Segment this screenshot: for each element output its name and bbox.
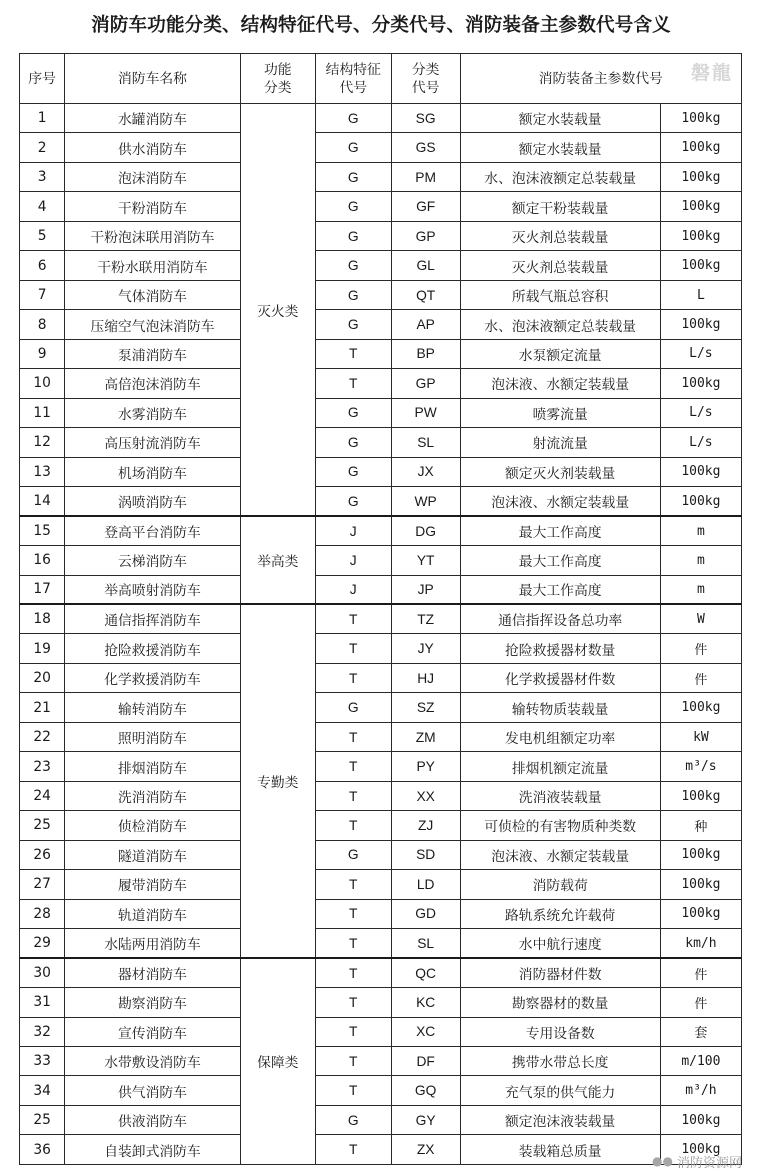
- row-index: 17: [20, 575, 65, 604]
- row-struct-code: G: [315, 398, 391, 427]
- row-param-name: 额定干粉装载量: [460, 192, 660, 221]
- row-struct-code: J: [315, 575, 391, 604]
- row-class-code: AP: [391, 310, 460, 339]
- row-vehicle-name: 照明消防车: [65, 722, 241, 751]
- row-param-unit: 100kg: [660, 457, 741, 486]
- row-vehicle-name: 通信指挥消防车: [65, 604, 241, 633]
- row-index: 14: [20, 487, 65, 516]
- row-param-unit: 件: [660, 958, 741, 987]
- row-param-unit: 100kg: [660, 781, 741, 810]
- row-function-category: 举高类: [240, 516, 315, 604]
- row-index: 3: [20, 162, 65, 191]
- row-struct-code: T: [315, 1017, 391, 1046]
- row-vehicle-name: 干粉消防车: [65, 192, 241, 221]
- row-struct-code: G: [315, 192, 391, 221]
- row-index: 32: [20, 1017, 65, 1046]
- row-param-unit: m: [660, 575, 741, 604]
- table-row: [20, 752, 742, 781]
- table-row: [20, 251, 742, 280]
- row-index: 9: [20, 339, 65, 368]
- header-name: 消防车名称: [65, 54, 241, 104]
- row-param-name: 额定灭火剂装载量: [460, 457, 660, 486]
- row-param-unit: 100kg: [660, 251, 741, 280]
- row-param-unit: W: [660, 604, 741, 633]
- row-index: 4: [20, 192, 65, 221]
- row-struct-code: G: [315, 162, 391, 191]
- row-struct-code: T: [315, 811, 391, 840]
- row-struct-code: G: [315, 280, 391, 309]
- row-struct-code: G: [315, 1105, 391, 1134]
- row-struct-code: T: [315, 929, 391, 958]
- row-param-unit: m³/h: [660, 1076, 741, 1105]
- row-param-name: 水、泡沫液额定总装载量: [460, 310, 660, 339]
- row-param-name: 勘察器材的数量: [460, 988, 660, 1017]
- row-struct-code: G: [315, 457, 391, 486]
- row-struct-code: T: [315, 988, 391, 1017]
- row-vehicle-name: 泵浦消防车: [65, 339, 241, 368]
- row-param-unit: 100kg: [660, 899, 741, 928]
- row-class-code: PW: [391, 398, 460, 427]
- row-param-name: 携带水带总长度: [460, 1047, 660, 1076]
- row-param-name: 最大工作高度: [460, 516, 660, 545]
- row-param-unit: 件: [660, 988, 741, 1017]
- table-row: [20, 1076, 742, 1105]
- row-struct-code: T: [315, 1076, 391, 1105]
- row-class-code: DG: [391, 516, 460, 545]
- row-index: 25: [20, 811, 65, 840]
- row-vehicle-name: 高倍泡沫消防车: [65, 369, 241, 398]
- row-vehicle-name: 宣传消防车: [65, 1017, 241, 1046]
- row-class-code: JY: [391, 634, 460, 663]
- row-vehicle-name: 供水消防车: [65, 133, 241, 162]
- row-vehicle-name: 水带敷设消防车: [65, 1047, 241, 1076]
- header-params: [460, 54, 741, 104]
- row-struct-code: G: [315, 693, 391, 722]
- row-param-unit: L/s: [660, 398, 741, 427]
- row-index: 16: [20, 546, 65, 575]
- row-function-category: 保障类: [240, 958, 315, 1164]
- row-vehicle-name: 自装卸式消防车: [65, 1135, 241, 1164]
- row-class-code: TZ: [391, 604, 460, 633]
- row-index: 36: [20, 1135, 65, 1164]
- row-param-unit: 件: [660, 663, 741, 692]
- row-index: 12: [20, 428, 65, 457]
- page-title: 消防车功能分类、结构特征代号、分类代号、消防装备主参数代号含义: [91, 15, 671, 36]
- row-class-code: XC: [391, 1017, 460, 1046]
- row-class-code: BP: [391, 339, 460, 368]
- row-struct-code: J: [315, 546, 391, 575]
- row-vehicle-name: 排烟消防车: [65, 752, 241, 781]
- row-param-name: 最大工作高度: [460, 575, 660, 604]
- row-index: 25: [20, 1105, 65, 1134]
- table-row: [20, 1135, 742, 1164]
- row-vehicle-name: 化学救援消防车: [65, 663, 241, 692]
- row-param-name: 额定泡沫液装载量: [460, 1105, 660, 1134]
- row-index: 24: [20, 781, 65, 810]
- row-param-unit: m³/s: [660, 752, 741, 781]
- row-struct-code: G: [315, 487, 391, 516]
- table-row: [20, 1105, 742, 1134]
- row-class-code: LD: [391, 870, 460, 899]
- row-class-code: SG: [391, 104, 460, 133]
- row-vehicle-name: 举高喷射消防车: [65, 575, 241, 604]
- row-struct-code: T: [315, 722, 391, 751]
- table-row: [20, 280, 742, 309]
- row-param-unit: 100kg: [660, 162, 741, 191]
- row-param-unit: 100kg: [660, 487, 741, 516]
- row-class-code: XX: [391, 781, 460, 810]
- row-param-unit: 种: [660, 811, 741, 840]
- row-struct-code: T: [315, 899, 391, 928]
- wechat-icon: ●●: [652, 1154, 673, 1168]
- table-row: [20, 487, 742, 516]
- row-class-code: GP: [391, 369, 460, 398]
- row-param-name: 喷雾流量: [460, 398, 660, 427]
- table-row: [20, 575, 742, 604]
- row-param-name: 额定水装载量: [460, 104, 660, 133]
- row-index: 20: [20, 663, 65, 692]
- row-index: 29: [20, 929, 65, 958]
- row-vehicle-name: 供液消防车: [65, 1105, 241, 1134]
- row-index: 11: [20, 398, 65, 427]
- row-vehicle-name: 干粉泡沫联用消防车: [65, 221, 241, 250]
- row-class-code: GQ: [391, 1076, 460, 1105]
- row-class-code: GS: [391, 133, 460, 162]
- row-param-name: 装载箱总质量: [460, 1135, 660, 1164]
- row-class-code: ZM: [391, 722, 460, 751]
- row-param-unit: m: [660, 516, 741, 545]
- table-row: [20, 398, 742, 427]
- row-class-code: GD: [391, 899, 460, 928]
- row-vehicle-name: 供气消防车: [65, 1076, 241, 1105]
- row-class-code: GP: [391, 221, 460, 250]
- table-row: [20, 369, 742, 398]
- table-row: [20, 428, 742, 457]
- row-struct-code: T: [315, 958, 391, 987]
- row-class-code: GF: [391, 192, 460, 221]
- row-vehicle-name: 输转消防车: [65, 693, 241, 722]
- row-param-unit: 100kg: [660, 221, 741, 250]
- header-index: 序号: [20, 54, 65, 104]
- row-index: 15: [20, 516, 65, 545]
- row-class-code: JP: [391, 575, 460, 604]
- row-param-unit: L/s: [660, 339, 741, 368]
- row-index: 13: [20, 457, 65, 486]
- table-row: [20, 988, 742, 1017]
- row-vehicle-name: 勘察消防车: [65, 988, 241, 1017]
- row-struct-code: G: [315, 221, 391, 250]
- row-class-code: SZ: [391, 693, 460, 722]
- row-class-code: QC: [391, 958, 460, 987]
- row-struct-code: T: [315, 752, 391, 781]
- row-class-code: PY: [391, 752, 460, 781]
- row-index: 1: [20, 104, 65, 133]
- row-param-unit: m: [660, 546, 741, 575]
- row-struct-code: G: [315, 428, 391, 457]
- row-param-name: 消防载荷: [460, 870, 660, 899]
- watermark-text: 消防资源网: [676, 1155, 742, 1171]
- header-watermark-logo: 磐龍: [690, 62, 733, 84]
- row-param-name: 可侦检的有害物质种类数: [460, 811, 660, 840]
- row-struct-code: G: [315, 133, 391, 162]
- row-param-name: 灭火剂总装载量: [460, 221, 660, 250]
- row-param-name: 所载气瓶总容积: [460, 280, 660, 309]
- row-class-code: YT: [391, 546, 460, 575]
- table-row: [20, 104, 742, 133]
- row-param-name: 输转物质装载量: [460, 693, 660, 722]
- row-param-name: 泡沫液、水额定装载量: [460, 487, 660, 516]
- table-row: [20, 870, 742, 899]
- row-vehicle-name: 洗消消防车: [65, 781, 241, 810]
- row-vehicle-name: 登高平台消防车: [65, 516, 241, 545]
- row-param-name: 消防器材件数: [460, 958, 660, 987]
- row-struct-code: T: [315, 781, 391, 810]
- row-param-name: 额定水装载量: [460, 133, 660, 162]
- row-index: 19: [20, 634, 65, 663]
- table-row: [20, 604, 742, 633]
- table-row: [20, 1017, 742, 1046]
- row-vehicle-name: 轨道消防车: [65, 899, 241, 928]
- row-class-code: WP: [391, 487, 460, 516]
- row-param-unit: 100kg: [660, 192, 741, 221]
- row-param-name: 水、泡沫液额定总装载量: [460, 162, 660, 191]
- row-index: 23: [20, 752, 65, 781]
- row-index: 33: [20, 1047, 65, 1076]
- table-row: [20, 133, 742, 162]
- row-vehicle-name: 水雾消防车: [65, 398, 241, 427]
- row-index: 28: [20, 899, 65, 928]
- row-vehicle-name: 干粉水联用消防车: [65, 251, 241, 280]
- row-struct-code: T: [315, 604, 391, 633]
- source-watermark: [652, 1151, 742, 1171]
- row-param-unit: 100kg: [660, 104, 741, 133]
- row-index: 18: [20, 604, 65, 633]
- row-param-unit: 100kg: [660, 870, 741, 899]
- row-param-name: 排烟机额定流量: [460, 752, 660, 781]
- row-param-name: 洗消液装载量: [460, 781, 660, 810]
- table-row: [20, 929, 742, 958]
- row-class-code: SL: [391, 929, 460, 958]
- row-param-name: 通信指挥设备总功率: [460, 604, 660, 633]
- row-param-unit: 100kg: [660, 133, 741, 162]
- row-index: 10: [20, 369, 65, 398]
- row-param-name: 水泵额定流量: [460, 339, 660, 368]
- row-struct-code: T: [315, 1135, 391, 1164]
- row-param-unit: 100kg: [660, 310, 741, 339]
- row-vehicle-name: 高压射流消防车: [65, 428, 241, 457]
- row-struct-code: G: [315, 840, 391, 869]
- row-index: 34: [20, 1076, 65, 1105]
- table-row: [20, 663, 742, 692]
- row-struct-code: J: [315, 516, 391, 545]
- row-index: 8: [20, 310, 65, 339]
- table-row: [20, 221, 742, 250]
- row-param-unit: kW: [660, 722, 741, 751]
- row-param-unit: 100kg: [660, 693, 741, 722]
- row-class-code: SD: [391, 840, 460, 869]
- row-class-code: KC: [391, 988, 460, 1017]
- table-row: [20, 339, 742, 368]
- row-vehicle-name: 涡喷消防车: [65, 487, 241, 516]
- table-row: [20, 162, 742, 191]
- row-function-category: 灭火类: [240, 104, 315, 517]
- row-function-category: 专勤类: [240, 604, 315, 958]
- row-param-unit: L/s: [660, 428, 741, 457]
- table-row: [20, 722, 742, 751]
- row-vehicle-name: 泡沫消防车: [65, 162, 241, 191]
- row-param-unit: km/h: [660, 929, 741, 958]
- row-class-code: DF: [391, 1047, 460, 1076]
- table-row: [20, 958, 742, 987]
- row-index: 26: [20, 840, 65, 869]
- table-row: [20, 899, 742, 928]
- row-struct-code: T: [315, 663, 391, 692]
- row-class-code: GY: [391, 1105, 460, 1134]
- row-index: 22: [20, 722, 65, 751]
- row-class-code: HJ: [391, 663, 460, 692]
- row-struct-code: G: [315, 310, 391, 339]
- row-param-name: 灭火剂总装载量: [460, 251, 660, 280]
- row-class-code: PM: [391, 162, 460, 191]
- row-vehicle-name: 侦检消防车: [65, 811, 241, 840]
- table-row: [20, 1047, 742, 1076]
- row-param-unit: 100kg: [660, 840, 741, 869]
- row-vehicle-name: 履带消防车: [65, 870, 241, 899]
- row-param-unit: 100kg: [660, 1135, 741, 1164]
- row-param-unit: m/100: [660, 1047, 741, 1076]
- row-param-name: 水中航行速度: [460, 929, 660, 958]
- row-param-unit: 件: [660, 634, 741, 663]
- row-vehicle-name: 器材消防车: [65, 958, 241, 987]
- header-params-label: 消防装备主参数代号: [538, 70, 663, 87]
- table-header-row: [20, 54, 742, 104]
- table-row: [20, 516, 742, 545]
- row-param-name: 充气泵的供气能力: [460, 1076, 660, 1105]
- header-struct-code: 结构特征 代号: [315, 54, 391, 104]
- row-param-name: 射流流量: [460, 428, 660, 457]
- row-vehicle-name: 水陆两用消防车: [65, 929, 241, 958]
- row-struct-code: T: [315, 339, 391, 368]
- table-row: [20, 457, 742, 486]
- row-param-unit: 100kg: [660, 369, 741, 398]
- fire-truck-code-table: [19, 53, 742, 1165]
- row-struct-code: G: [315, 104, 391, 133]
- row-struct-code: T: [315, 634, 391, 663]
- row-param-name: 抢险救援器材数量: [460, 634, 660, 663]
- row-struct-code: T: [315, 1047, 391, 1076]
- table-row: [20, 811, 742, 840]
- table-row: [20, 310, 742, 339]
- row-vehicle-name: 水罐消防车: [65, 104, 241, 133]
- table-row: [20, 781, 742, 810]
- header-function: 功能 分类: [240, 54, 315, 104]
- row-class-code: QT: [391, 280, 460, 309]
- row-vehicle-name: 抢险救援消防车: [65, 634, 241, 663]
- row-class-code: JX: [391, 457, 460, 486]
- row-index: 5: [20, 221, 65, 250]
- row-param-name: 路轨系统允许载荷: [460, 899, 660, 928]
- row-index: 30: [20, 958, 65, 987]
- row-index: 27: [20, 870, 65, 899]
- table-row: [20, 693, 742, 722]
- row-class-code: SL: [391, 428, 460, 457]
- row-vehicle-name: 压缩空气泡沫消防车: [65, 310, 241, 339]
- row-class-code: ZX: [391, 1135, 460, 1164]
- row-param-name: 泡沫液、水额定装载量: [460, 369, 660, 398]
- row-index: 31: [20, 988, 65, 1017]
- row-param-name: 专用设备数: [460, 1017, 660, 1046]
- row-struct-code: T: [315, 870, 391, 899]
- row-class-code: GL: [391, 251, 460, 280]
- header-class-code: 分类 代号: [391, 54, 460, 104]
- row-struct-code: G: [315, 251, 391, 280]
- row-struct-code: T: [315, 369, 391, 398]
- row-index: 7: [20, 280, 65, 309]
- row-vehicle-name: 隧道消防车: [65, 840, 241, 869]
- row-index: 6: [20, 251, 65, 280]
- table-row: [20, 192, 742, 221]
- table-row: [20, 634, 742, 663]
- row-param-name: 化学救援器材件数: [460, 663, 660, 692]
- row-param-unit: L: [660, 280, 741, 309]
- row-index: 21: [20, 693, 65, 722]
- table-row: [20, 546, 742, 575]
- table-row: [20, 840, 742, 869]
- row-param-unit: 套: [660, 1017, 741, 1046]
- row-param-unit: 100kg: [660, 1105, 741, 1134]
- row-vehicle-name: 气体消防车: [65, 280, 241, 309]
- row-vehicle-name: 云梯消防车: [65, 546, 241, 575]
- row-param-name: 发电机组额定功率: [460, 722, 660, 751]
- row-param-name: 最大工作高度: [460, 546, 660, 575]
- row-param-name: 泡沫液、水额定装载量: [460, 840, 660, 869]
- row-index: 2: [20, 133, 65, 162]
- row-class-code: ZJ: [391, 811, 460, 840]
- row-vehicle-name: 机场消防车: [65, 457, 241, 486]
